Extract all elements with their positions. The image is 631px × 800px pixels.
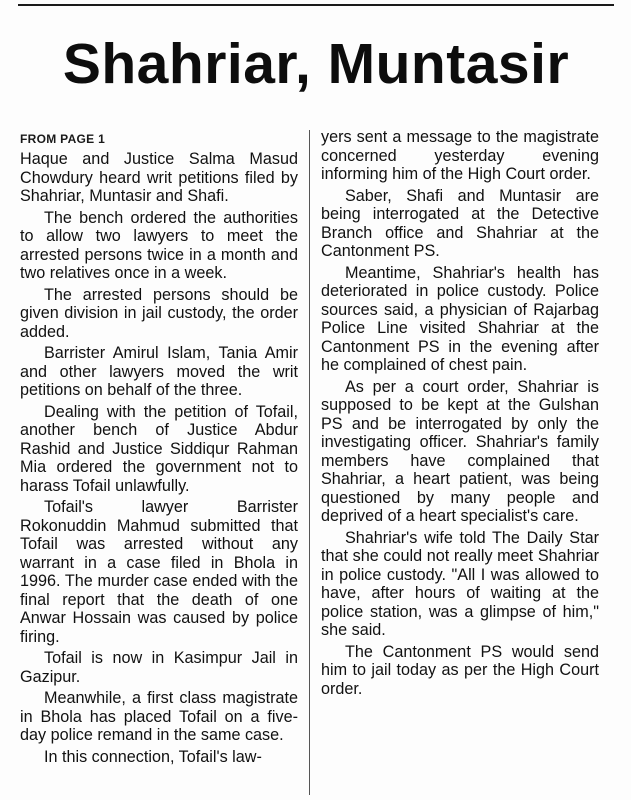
paragraph: Shahriar's wife told The Daily Star that she could not really meet Shahriar in police custody. "All I was allowed to have, after hours of waiting at the police station, was a glimpse of him," she said. — [321, 528, 599, 639]
paragraph: yers sent a message to the magistrate concerned yesterday evening informing him of the High Court order. — [321, 128, 599, 183]
paragraph: Meantime, Shahriar's health has deteriorated in police custody. Police sources said, a physician of Rajarbag Police Line visited Shahriar at the Cantonment PS in the evening after he complained of chest pain. — [321, 263, 599, 374]
paragraph: In this connection, Tofail's law- — [44, 747, 262, 766]
column-divider — [309, 130, 310, 795]
paragraph: Tofail is now in Kasimpur Jail in Gazipur. — [20, 649, 298, 686]
left-column — [20, 128, 298, 769]
paragraph: Dealing with the petition of Tofail, another bench of Justice Abdur Rashid and Justice Siddiqur Rahman Mia ordered the government not to harass Tofail unlawfully. — [20, 402, 298, 495]
paragraph: As per a court order, Shahriar is supposed to be kept at the Gulshan PS and be interrogated by only the investigating officer. Shahriar's family members have complained that Shahriar, a heart patient, was being questioned by many people and deprived of a heart specialist's care. — [321, 377, 599, 525]
paragraph: The bench ordered the authorities to allow two lawyers to meet the arrested persons twice in a month and two relatives once in a week. — [20, 208, 298, 282]
headline: Shahriar, Muntasir — [62, 32, 570, 96]
paragraph: Saber, Shafi and Muntasir are being interrogated at the Detective Branch office and Shahriar at the Cantonment PS. — [321, 186, 599, 260]
paragraph: Tofail's lawyer Barrister Rokonuddin Mahmud submitted that Tofail was arrested without any warrant in a case filed in Bhola in 1996. The murder case ended with the final report that the death of one Anwar Hossain was caused by police firing. — [20, 498, 298, 646]
right-column — [321, 128, 599, 701]
kicker: FROM PAGE 1 — [20, 132, 106, 146]
paragraph: Haque and Justice Salma Masud Chowdury heard writ petitions filed by Shahriar, Muntasir and Shafi. — [20, 150, 298, 205]
top-rule — [18, 4, 614, 6]
paragraph: Meanwhile, a first class magistrate in Bhola has placed Tofail on a five-day police remand in the same case. — [20, 689, 298, 744]
paragraph: The arrested persons should be given division in jail custody, the order added. — [20, 285, 298, 341]
paragraph: The Cantonment PS would send him to jail today as per the High Court order. — [321, 642, 599, 698]
paragraph: Barrister Amirul Islam, Tania Amir and other lawyers moved the writ petitions on behalf of the three. — [20, 344, 298, 399]
